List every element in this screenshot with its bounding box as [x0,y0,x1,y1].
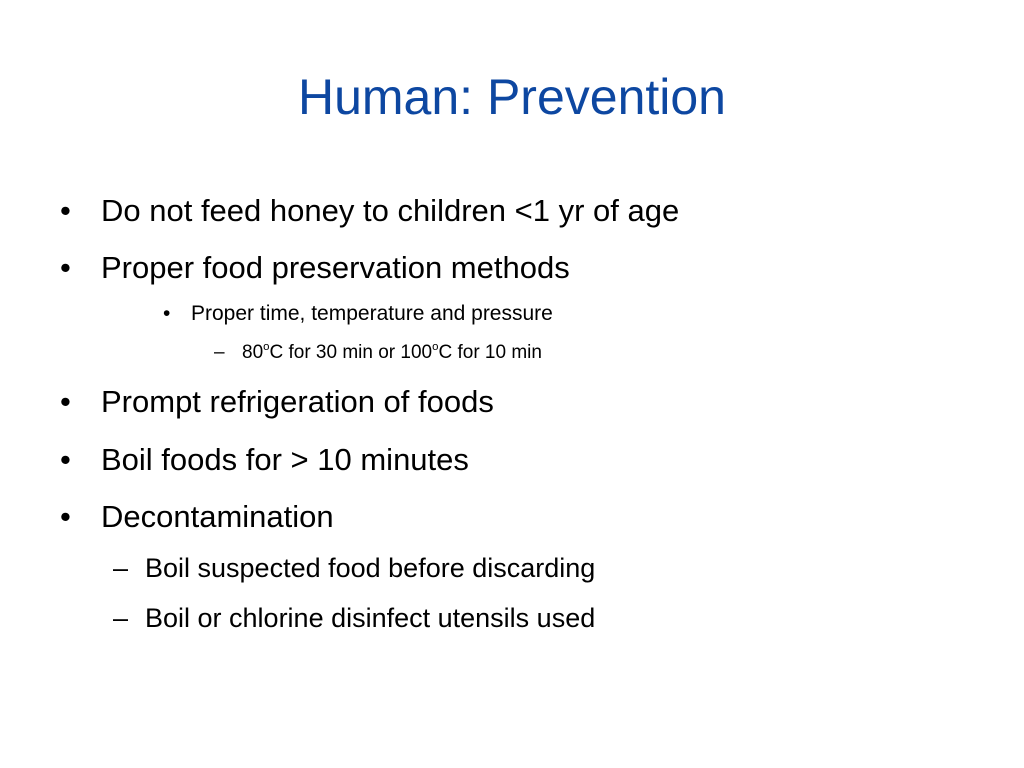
bullet-text: Do not feed honey to children <1 yr of age [101,193,680,228]
degree-sup-2: o [432,340,439,353]
bullet-text: Boil foods for > 10 minutes [101,442,469,477]
bullet-text: Decontamination [101,499,334,534]
dash-marker: – [113,553,129,583]
dash-marker: – [214,342,225,363]
bullet-text: Proper food preservation methods [101,250,570,285]
degree-sup-1: o [263,340,270,353]
temp-text-1: C for 30 min or 100 [269,342,433,363]
bullet-marker: • [60,499,71,534]
bullet-marker: • [60,384,71,419]
bullet-marker: • [60,193,71,228]
bullet-text: Prompt refrigeration of foods [101,384,494,419]
bullet-text: Boil suspected food before discarding [145,553,596,583]
slide-title: Human: Prevention [297,69,726,125]
bullet-text: Proper time, temperature and pressure [191,302,553,325]
bullet-text [242,340,542,366]
temp-text-2: C for 10 min [438,342,542,363]
dash-marker: – [113,603,129,633]
bullet-marker: • [163,302,171,325]
bullet-marker: • [60,250,71,285]
bullet-text: Boil or chlorine disinfect utensils used [145,603,596,633]
bullet-marker: • [60,442,71,477]
temp-value-1: 80 [242,342,264,363]
